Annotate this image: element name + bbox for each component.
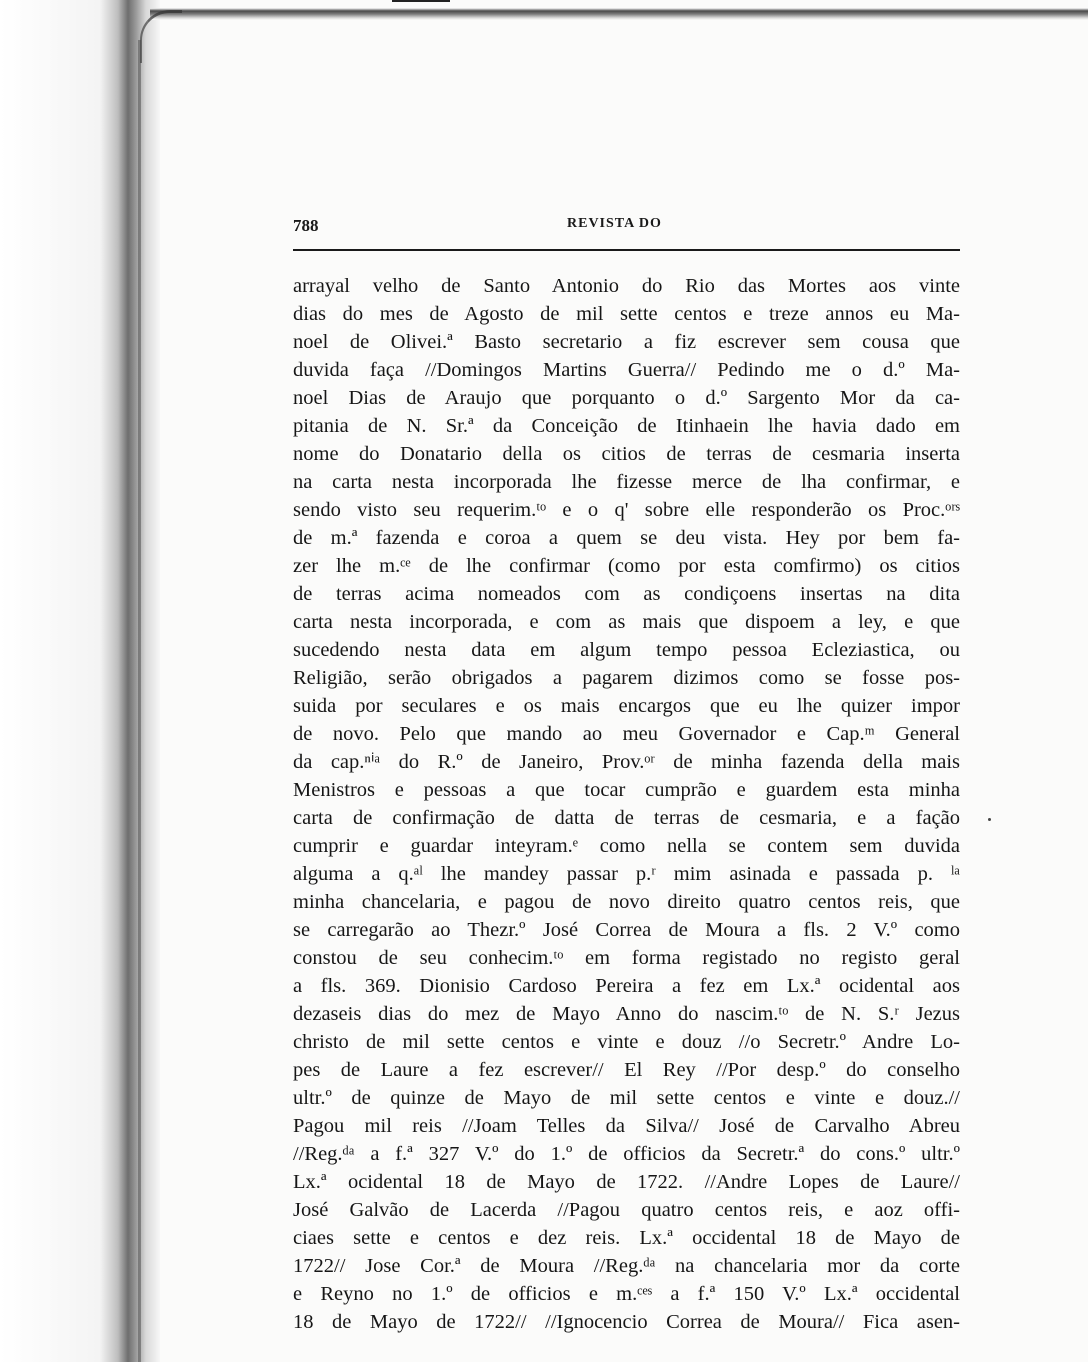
text-line: da cap.ⁿⁱᵃ do R.º de Janeiro, Prov.ᵒʳ de minha fazenda della mais — [293, 751, 960, 773]
gutter-line — [138, 40, 141, 1362]
body-text — [293, 272, 960, 1336]
text-line: pes de Laure a fez escrever// El Rey //Por desp.º do conselho — [293, 1059, 960, 1081]
text-line: sucedendo nesta data em algum tempo pessoa Ecleziastica, ou — [293, 639, 960, 661]
text-line: suida por seculares e os mais encargos que eu lhe quizer impor — [293, 695, 960, 717]
text-line: de terras acima nomeados com as condiçoens insertas na dita — [293, 583, 960, 605]
text-line: noel Dias de Araujo que porquanto o d.º Sargento Mor da ca- — [293, 387, 960, 409]
page-number: 788 — [293, 216, 319, 235]
text-line: nome do Donatario della os citios de terras de cesmaria inserta — [293, 443, 960, 465]
text-line: constou de seu conhecim.ᵗᵒ em forma registado no registo geral — [293, 947, 960, 969]
text-line: sendo visto seu requerim.ᵗᵒ e o q' sobre elle responderão os Proc.ᵒʳˢ — [293, 499, 960, 521]
text-line: dezaseis dias do mez de Mayo Anno do nascim.ᵗᵒ de N. S.ʳ Jezus — [293, 1003, 960, 1025]
text-line: Lx.ª ocidental 18 de Mayo de 1722. //Andre Lopes de Laure// — [293, 1171, 960, 1193]
text-line: carta de confirmação de datta de terras de cesmaria, e a fação — [293, 807, 960, 829]
text-line: a fls. 369. Dionisio Cardoso Pereira a fez em Lx.ª ocidental aos — [293, 975, 960, 997]
text-line: Religião, serão obrigados a pagarem dizimos como se fosse pos- — [293, 667, 960, 689]
text-line: José Galvão de Lacerda //Pagou quatro centos reis, e aoz offi- — [293, 1199, 960, 1221]
text-line: //Reg.ᵈᵃ a f.ª 327 V.º do 1.º de officios da Secretr.ª do cons.º ultr.º — [293, 1143, 960, 1165]
text-line: na carta nesta incorporada lhe fizesse merce de lha confirmar, e — [293, 471, 960, 493]
running-title: REVISTA DO — [567, 216, 662, 231]
text-line: christo de mil sette centos e vinte e douz //o Secretr.º Andre Lo- — [293, 1031, 960, 1053]
text-line: arrayal velho de Santo Antonio do Rio das Mortes aos vinte — [293, 275, 960, 297]
text-line: de novo. Pelo que mando ao meu Governador e Cap.ᵐ General — [293, 723, 960, 745]
header-rule — [293, 249, 960, 251]
text-line: ultr.º de quinze de Mayo de mil sette centos e vinte e douz.// — [293, 1087, 960, 1109]
text-line: dias do mes de Agosto de mil sette centos e treze annos eu Ma- — [293, 303, 960, 325]
text-line: ciaes sette e centos e dez reis. Lx.ª occidental 18 de Mayo de — [293, 1227, 960, 1249]
text-line: se carregarão ao Thezr.º José Correa de Moura a fls. 2 V.º como — [293, 919, 960, 941]
running-header — [293, 216, 960, 244]
text-line: 18 de Mayo de 1722// //Ignocencio Correa de Moura// Fica asen- — [293, 1311, 960, 1333]
scan-mark — [392, 0, 450, 2]
text-line: Pagou mil reis //Joam Telles da Silva// José de Carvalho Abreu — [293, 1115, 960, 1137]
text-line: minha chancelaria, e pagou de novo direito quatro centos reis, que — [293, 891, 960, 913]
text-line: de m.ª fazenda e coroa a quem se deu vista. Hey por bem fa- — [293, 527, 960, 549]
text-line: carta nesta incorporada, e com as mais que dispoem a ley, e que — [293, 611, 960, 633]
text-line: 1722// Jose Cor.ª de Moura //Reg.ᵈᵃ na chancelaria mor da corte — [293, 1255, 960, 1277]
text-line: Menistros e pessoas a que tocar cumprão e guardem esta minha — [293, 779, 960, 801]
text-line: zer lhe m.ᶜᵉ de lhe confirmar (como por esta comfirmo) os citios — [293, 555, 960, 577]
book-spine-shadow — [0, 0, 160, 1362]
text-line: cumprir e guardar inteyram.ᵉ como nella se contem sem duvida — [293, 835, 960, 857]
text-line: noel de Olivei.ª Basto secretario a fiz escrever sem cousa que — [293, 331, 960, 353]
text-line: duvida faça //Domingos Martins Guerra// Pedindo me o d.º Ma- — [293, 359, 960, 381]
text-line: alguma a q.ᵃˡ lhe mandey passar p.ʳ mim asinada e passada p. ˡᵃ — [293, 863, 960, 885]
scan-speck — [988, 818, 991, 821]
text-line: e Reyno no 1.º de officios e m.ᶜᵉˢ a f.ª 150 V.º Lx.ª occidental — [293, 1283, 960, 1305]
text-line: pitania de N. Sr.ª da Conceição de Itinhaein lhe havia dado em — [293, 415, 960, 437]
page-top-edge — [150, 8, 1088, 20]
